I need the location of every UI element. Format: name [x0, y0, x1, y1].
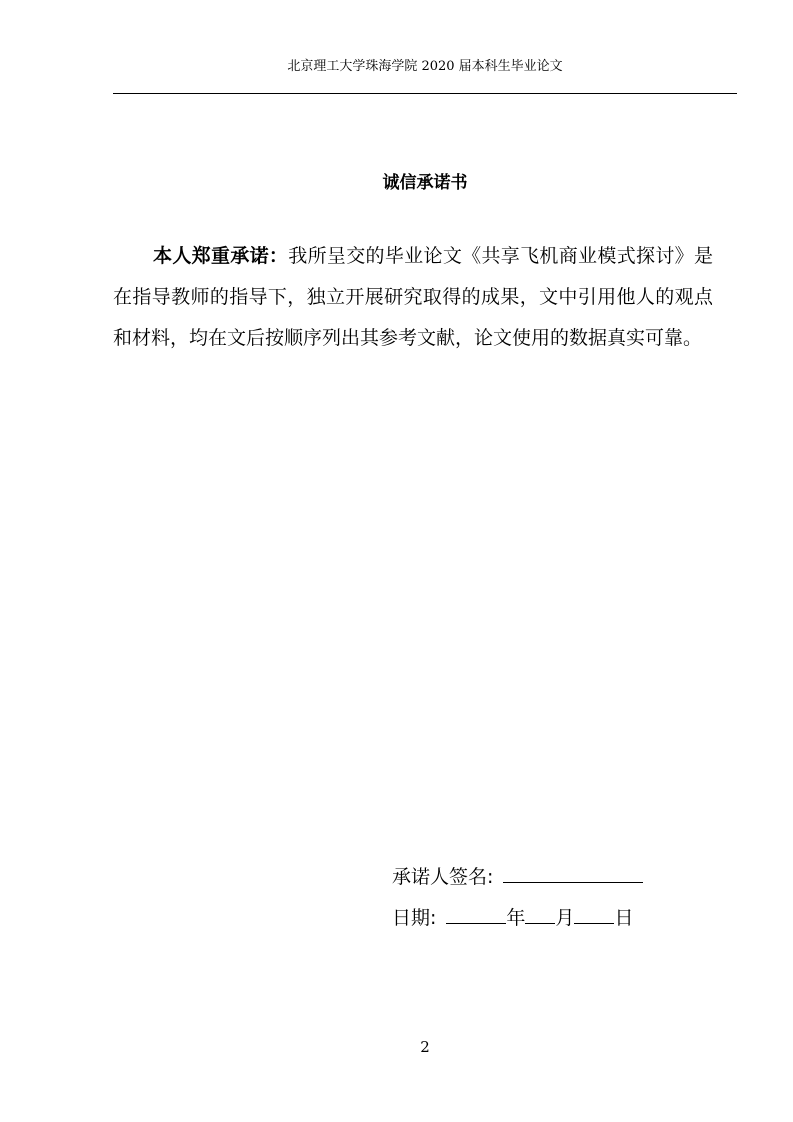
signature-label: 承诺人签名:	[392, 866, 494, 888]
signature-row	[392, 862, 643, 890]
pledge-lead: 本人郑重承诺：	[153, 245, 289, 267]
date-row	[392, 903, 633, 931]
page-title: 诚信承诺书	[382, 173, 468, 193]
signature-blank	[503, 862, 643, 883]
page-number: 2	[420, 1038, 430, 1056]
day-blank	[574, 903, 614, 924]
year-label: 年	[506, 907, 526, 929]
year-blank	[446, 903, 506, 924]
date-label: 日期:	[392, 907, 437, 929]
header-divider	[113, 93, 737, 94]
month-blank	[525, 903, 555, 924]
pledge-paragraph	[113, 236, 713, 359]
pledge-text: 我所呈交的毕业论文《共享飞机商业模式探讨》是在指导教师的指导下，独立开展研究取得的成果，文中引用他人的观点和材料，均在文后按顺序列出其参考文献，论文使用的数据真实可靠。	[113, 245, 713, 349]
day-label: 日	[614, 907, 634, 929]
running-header: 北京理工大学珠海学院 2020 届本科生毕业论文	[287, 59, 563, 74]
month-label: 月	[555, 907, 575, 929]
